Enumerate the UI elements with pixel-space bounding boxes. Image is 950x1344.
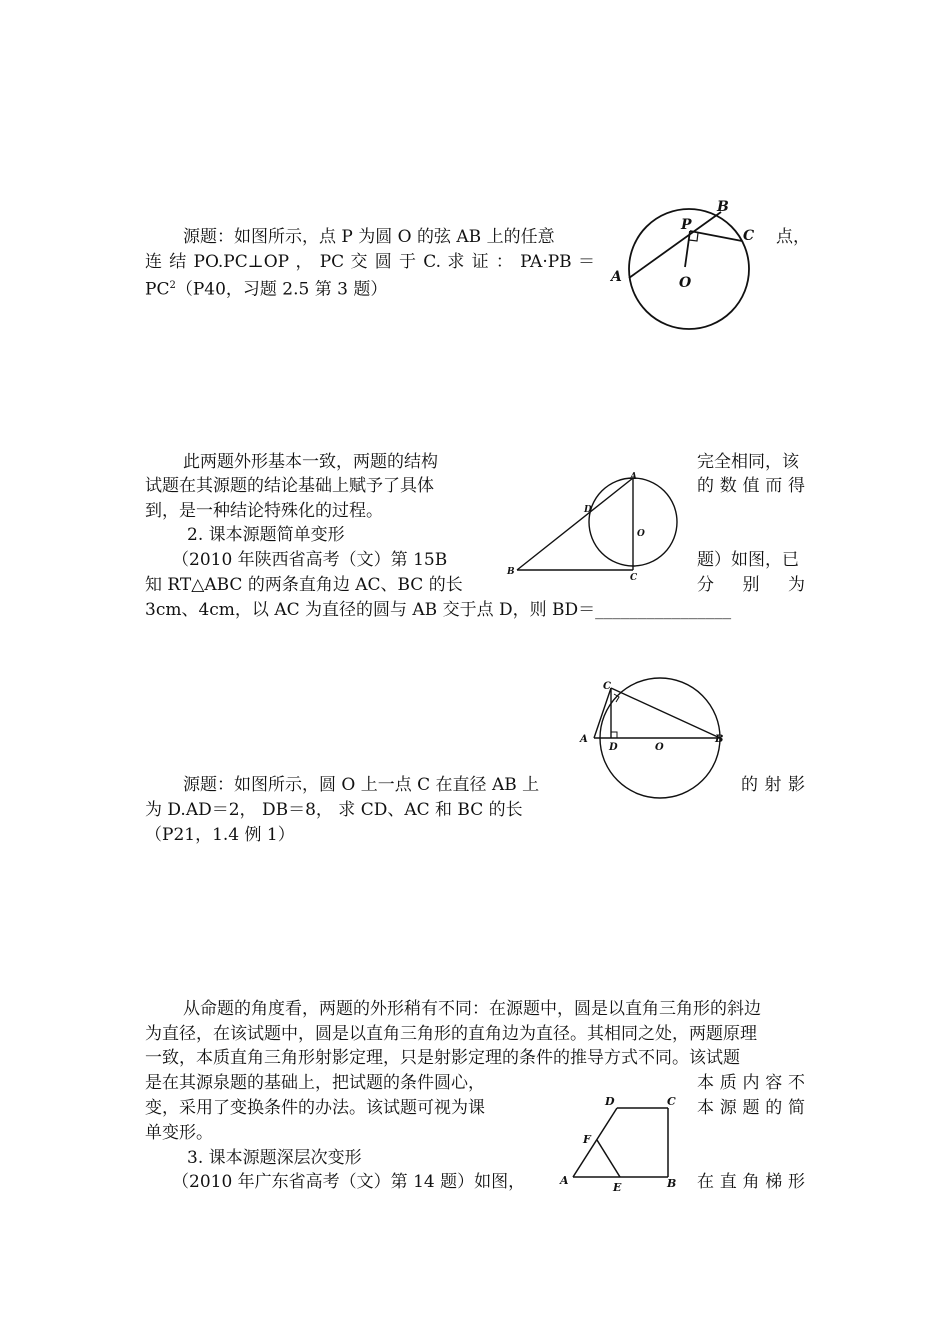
text-line: 3cm、4cm，以 AC 为直径的圆与 AB 交于点 D，则 BD＝________________ bbox=[145, 600, 732, 620]
label-D: D bbox=[605, 1095, 615, 1108]
text-line: 到，是一种结论特殊化的过程。 bbox=[145, 501, 383, 521]
label-O: O bbox=[655, 742, 664, 753]
text-line: 从命题的角度看，两题的外形稍有不同：在源题中，圆是以直角三角形的斜边 bbox=[183, 999, 761, 1019]
text-line: 单变形。 bbox=[145, 1123, 213, 1143]
label-C: C bbox=[603, 681, 611, 692]
label-B: B bbox=[507, 567, 515, 577]
label-D: D bbox=[609, 742, 618, 753]
label-C: C bbox=[743, 228, 755, 244]
label-B: B bbox=[715, 734, 724, 745]
text-line: 一致，本质直角三角形射影定理，只是射影定理的条件的推导方式不同。该试题 bbox=[145, 1048, 740, 1068]
label-O: O bbox=[637, 529, 645, 539]
figure-circle-diameter bbox=[578, 674, 728, 804]
text-line: 此两题外形基本一致，两题的结构 bbox=[183, 452, 438, 472]
text-line: 源题：如图所示，圆 O 上一点 C 在直径 AB 上 bbox=[183, 775, 540, 795]
label-E: E bbox=[613, 1181, 622, 1194]
label-A: A bbox=[611, 269, 622, 285]
text-line: 为直径，在该试题中，圆是以直角三角形的直角边为直径。其相同之处，两题原理 bbox=[145, 1024, 757, 1044]
label-D: D bbox=[584, 505, 592, 515]
text-span: （P40，习题 2.5 第 3 题） bbox=[175, 279, 388, 300]
figure-circle-chord bbox=[605, 195, 765, 340]
label-C: C bbox=[667, 1095, 676, 1108]
text-line: 本 源 题 的 简 bbox=[697, 1098, 805, 1118]
text-line: 分 别 为 bbox=[697, 575, 805, 595]
text-line: （2010 年陕西省高考（文）第 15B bbox=[172, 550, 448, 570]
section-heading: 2. 课本源题简单变形 bbox=[187, 525, 345, 545]
label-P: P bbox=[681, 217, 692, 233]
text-line: （P21，1.4 例 1） bbox=[145, 825, 295, 845]
label-O: O bbox=[679, 275, 692, 291]
text-line: 在 直 角 梯 形 bbox=[697, 1172, 805, 1192]
text-line: 完全相同，该 bbox=[697, 452, 799, 472]
text-line: 的 数 值 而 得 bbox=[697, 476, 805, 496]
text-line: 变，采用了变换条件的办法。该试题可视为课 bbox=[145, 1098, 485, 1118]
text-line: 题）如图，已 bbox=[697, 550, 799, 570]
text-span: PC bbox=[145, 279, 170, 300]
label-B: B bbox=[667, 1177, 677, 1190]
text-line: 连 结 PO.PC⊥OP ， PC 交 圆 于 C. 求 证 ： PA·PB ＝ bbox=[145, 252, 595, 272]
label-C: C bbox=[630, 573, 638, 582]
text-line: 是在其源泉题的基础上，把试题的条件圆心， bbox=[145, 1073, 485, 1093]
label-A: A bbox=[630, 472, 637, 482]
text-line bbox=[145, 274, 387, 302]
section-heading: 3. 课本源题深层次变形 bbox=[187, 1148, 362, 1168]
text-line: 的 射 影 bbox=[741, 775, 805, 795]
text-line: 为 D.AD＝2， DB＝8， 求 CD、AC 和 BC 的长 bbox=[145, 800, 523, 820]
label-F: F bbox=[583, 1133, 591, 1146]
text-line: 本 质 内 容 不 bbox=[697, 1073, 805, 1093]
label-A: A bbox=[560, 1174, 569, 1187]
figure-right-trapezoid bbox=[555, 1090, 690, 1200]
label-A: A bbox=[580, 734, 588, 745]
text-line: 试题在其源题的结论基础上赋予了具体 bbox=[145, 476, 434, 496]
label-B: B bbox=[717, 199, 729, 215]
text-line: 源题：如图所示，点 P 为圆 O 的弦 AB 上的任意 bbox=[183, 227, 555, 247]
text-line: 点， bbox=[776, 227, 810, 247]
figure-right-triangle-circle bbox=[505, 470, 685, 582]
superscript: 2 bbox=[169, 280, 176, 291]
text-line: （2010 年广东省高考（文）第 14 题）如图， bbox=[172, 1172, 526, 1192]
text-line: 知 RT△ABC 的两条直角边 AC、BC 的长 bbox=[145, 575, 463, 595]
